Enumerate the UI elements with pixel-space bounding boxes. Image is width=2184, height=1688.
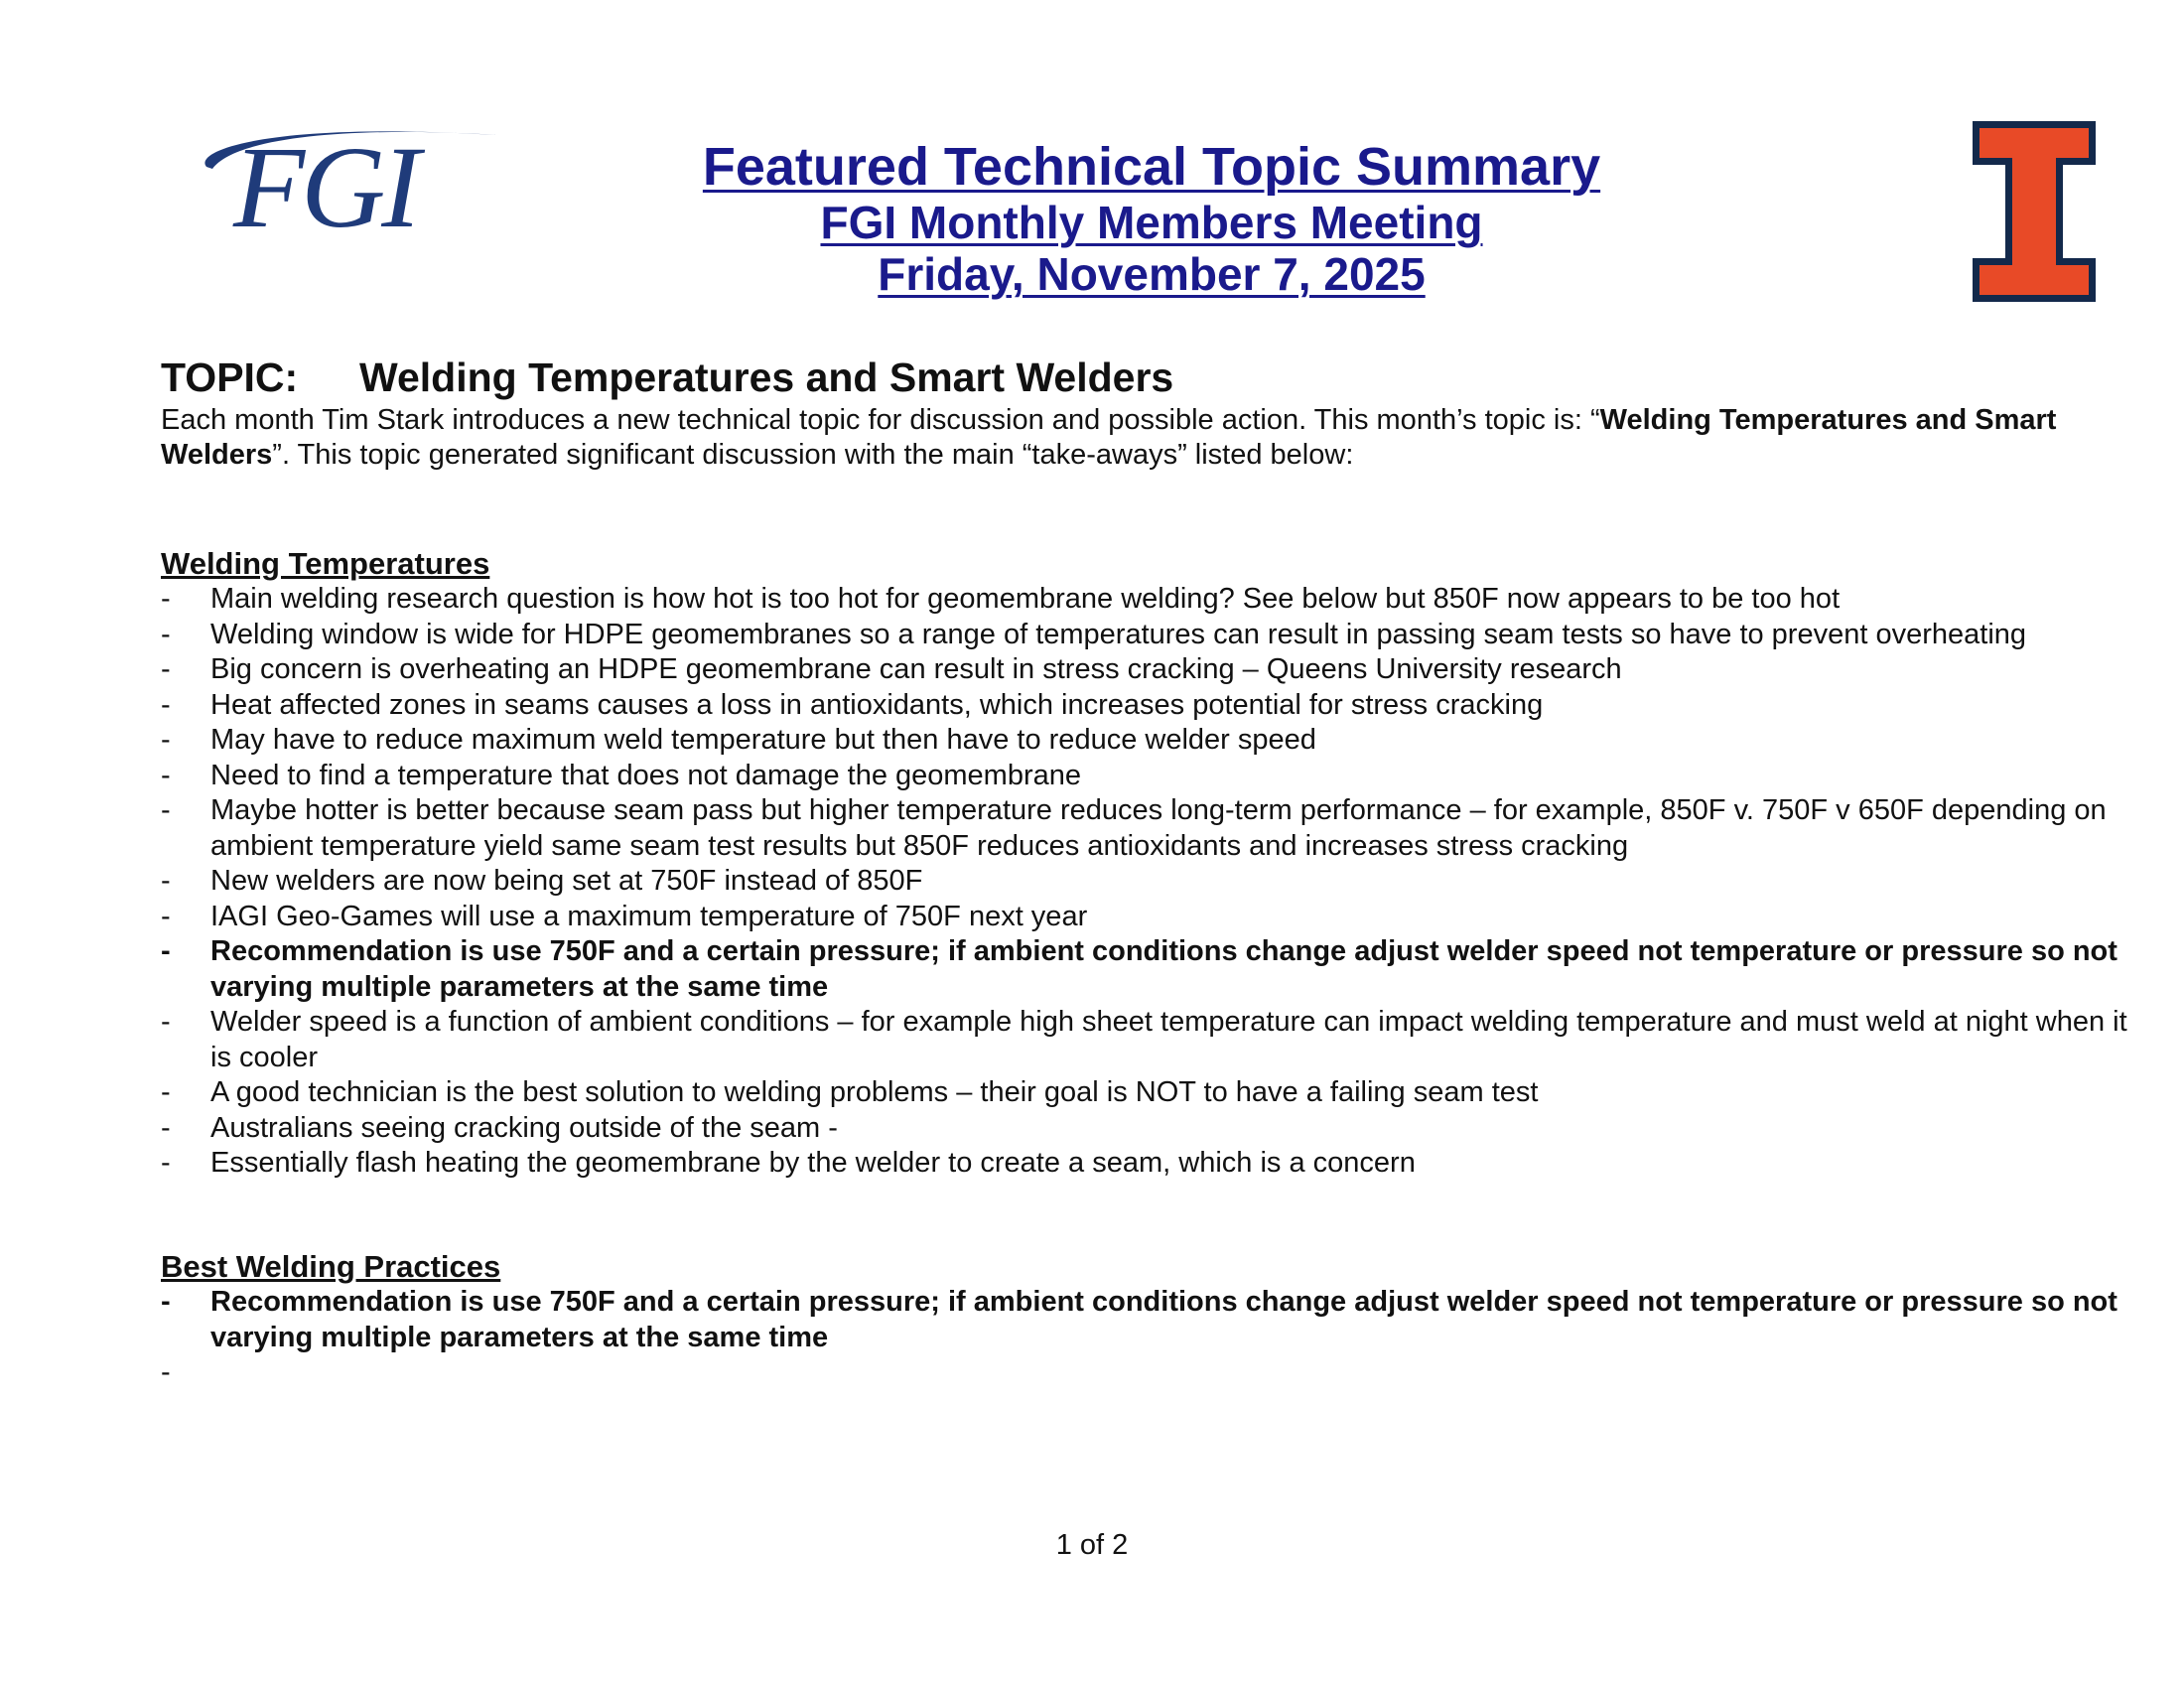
list-item-text: Recommendation is use 750F and a certain pressure; if ambient conditions change adjust welder speed not temperature or pressure so not varying multiple parameters at the same time xyxy=(210,1286,2117,1353)
list-item-text: Heat affected zones in seams causes a loss in antioxidants, which increases potential for stress cracking xyxy=(210,688,1544,721)
bullet-dash: - xyxy=(161,583,171,615)
list-item-text: Welding window is wide for HDPE geomembranes so a range of temperatures can result in passing seam tests so have to prevent overheating xyxy=(210,618,2027,650)
bullet-dash: - xyxy=(161,1111,171,1144)
list-item-text: Essentially flash heating the geomembrane by the welder to create a seam, which is a concern xyxy=(210,1147,1416,1179)
bullet-dash: - xyxy=(161,688,171,721)
document-header xyxy=(556,137,1747,300)
list-item xyxy=(161,723,2146,759)
list-item-text: Big concern is overheating an HDPE geomembrane can result in stress cracking – Queens University research xyxy=(210,653,1622,685)
list-item-text: A good technician is the best solution to welding problems – their goal is NOT to have a failing seam test xyxy=(210,1076,1539,1108)
list-item-text: Australians seeing cracking outside of the seam - xyxy=(210,1111,838,1144)
list-item-text: New welders are now being set at 750F instead of 850F xyxy=(210,865,923,897)
list-item-text: Maybe hotter is better because seam pass but higher temperature reduces long-term performance – for example, 850F v. 750F v 650F depending on ambient temperature yield same seam test results but 850F reduces antioxidants and increases stress cracking xyxy=(210,794,2107,862)
bullet-dash: - xyxy=(161,1356,171,1388)
list-item-text: Recommendation is use 750F and a certain pressure; if ambient conditions change adjust welder speed not temperature or pressure so not varying multiple parameters at the same time xyxy=(210,935,2117,1003)
list-item xyxy=(161,793,2146,864)
list-item xyxy=(161,1005,2146,1075)
bullet-dash: - xyxy=(161,935,171,967)
list-item xyxy=(161,1146,2146,1182)
illinois-block-i-icon xyxy=(1971,119,2098,304)
list-item-text: Need to find a temperature that does not damage the geomembrane xyxy=(210,759,1082,791)
list-item xyxy=(161,759,2146,794)
list-item xyxy=(161,1075,2146,1111)
bullet-dash: - xyxy=(161,865,171,897)
page-title: Featured Technical Topic Summary xyxy=(702,137,1601,197)
welding-temperatures-list xyxy=(161,582,2146,1182)
page-number: 1 of 2 xyxy=(1055,1529,1129,1561)
intro-topic-bold: Welding Temperatures and Smart Welders xyxy=(161,404,2057,471)
list-item xyxy=(161,1355,2146,1391)
bullet-dash: - xyxy=(161,794,171,826)
list-item xyxy=(161,864,2146,900)
list-item xyxy=(161,1111,2146,1147)
list-item xyxy=(161,1285,2146,1355)
intro-paragraph xyxy=(161,403,2136,473)
list-item-text: Welder speed is a function of ambient conditions – for example high sheet temperature can impact welding temperature and must weld at night when it is cooler xyxy=(210,1006,2127,1073)
bullet-dash: - xyxy=(161,618,171,650)
section-heading-best-practices: Best Welding Practices xyxy=(161,1249,501,1284)
bullet-dash: - xyxy=(161,1006,171,1038)
list-item xyxy=(161,688,2146,724)
intro-text-after: ”. This topic generated significant discussion with the main “take-aways” listed below: xyxy=(272,439,1354,471)
list-item xyxy=(161,582,2146,618)
bullet-dash: - xyxy=(161,900,171,932)
meeting-date: Friday, November 7, 2025 xyxy=(878,248,1426,300)
fgi-logo-text: FGI xyxy=(233,122,417,252)
topic-label: TOPIC: xyxy=(161,354,299,400)
intro-text-before: Each month Tim Stark introduces a new technical topic for discussion and possible action. This month’s topic is: “ xyxy=(161,404,1600,436)
list-item xyxy=(161,652,2146,688)
meeting-name: FGI Monthly Members Meeting xyxy=(820,197,1483,248)
bullet-dash: - xyxy=(161,1147,171,1179)
list-item-text: Main welding research question is how hot is too hot for geomembrane welding? See below but 850F now appears to be too hot xyxy=(210,583,1841,615)
list-item xyxy=(161,618,2146,653)
bullet-dash: - xyxy=(161,759,171,791)
bullet-dash: - xyxy=(161,653,171,685)
list-item xyxy=(161,900,2146,935)
bullet-dash: - xyxy=(161,1076,171,1108)
best-practices-list xyxy=(161,1285,2146,1391)
topic-line xyxy=(161,353,1173,401)
bullet-dash: - xyxy=(161,1286,171,1318)
bullet-dash: - xyxy=(161,724,171,756)
list-item-text: IAGI Geo-Games will use a maximum temperature of 750F next year xyxy=(210,900,1088,932)
fgi-logo xyxy=(179,111,506,252)
list-item-text: May have to reduce maximum weld temperature but then have to reduce welder speed xyxy=(210,724,1316,756)
section-heading-welding-temperatures: Welding Temperatures xyxy=(161,546,490,581)
illinois-logo xyxy=(1971,119,2098,304)
topic-title: Welding Temperatures and Smart Welders xyxy=(359,354,1174,400)
list-item xyxy=(161,934,2146,1005)
